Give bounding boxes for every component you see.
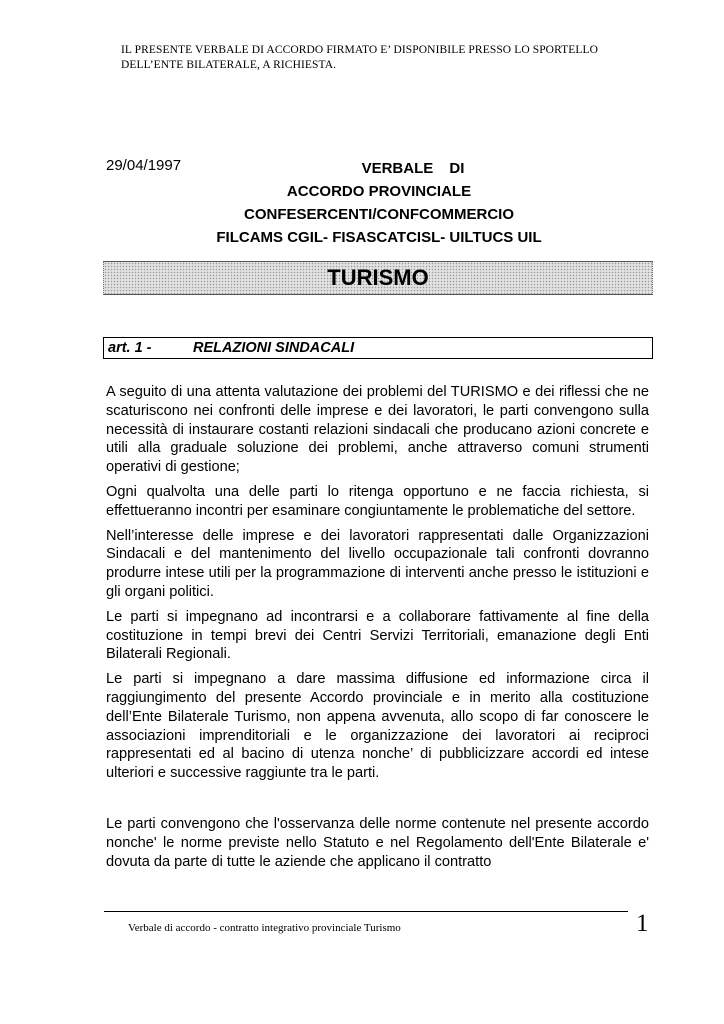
header-note-line-2: DELL’ENTE BILATERALE, A RICHIESTA. — [121, 59, 337, 71]
article-body — [106, 383, 649, 877]
article-heading — [103, 337, 653, 359]
paragraph: Le parti si impegnano ad incontrarsi e a collaborare fattivamente al fine della costituzione in tempi brevi dei Centri Servizi Territoriali, emanazione degli Enti Bilaterali Regionali. — [106, 608, 649, 663]
title-line-3: CONFESERCENTI/CONFCOMMERCIO — [244, 206, 514, 223]
paragraph: A seguito di una attenta valutazione dei problemi del TURISMO e dei riflessi che ne scaturiscono nei confronti delle imprese e dei lavoratori, le parti convengono sulla necessità di instaurare costanti relazioni sindacali che producano azioni concrete e utili alla graduale soluzione dei problemi, anche attraverso comuni strumenti operativi di gestione; — [106, 384, 649, 476]
article-number: art. 1 - — [108, 340, 152, 356]
paragraph: Ogni qualvolta una delle parti lo ritenga opportuno e ne faccia richiesta, si effettueranno incontri per esaminare congiuntamente le problematiche del settore. — [106, 483, 649, 519]
footer-divider — [104, 911, 628, 912]
document-date: 29/04/1997 — [106, 157, 182, 174]
header-note-line-1: IL PRESENTE VERBALE DI ACCORDO FIRMATO E’ DISPONIBILE PRESSO LO SPORTELLO — [121, 44, 599, 56]
page-number: 1 — [636, 910, 649, 937]
section-banner — [103, 261, 653, 295]
article-title: RELAZIONI SINDACALI — [193, 340, 355, 356]
title-line-2: ACCORDO PROVINCIALE — [286, 183, 472, 200]
paragraph: Le parti si impegnano a dare massima diffusione ed informazione circa il raggiungimento del presente Accordo provinciale e in merito alla costituzione dell’Ente Bilaterale Turismo, non appena avvenuta, allo scopo di far conoscere le associazioni imprenditoriali e le organizzazione dei lavoratori ai reciproci rappresentati ed al bacino di utenza nonche’ di pubblicizzare accordi ed intese ulteriori e successive raggiunte tra le parti. — [106, 671, 649, 782]
document-title — [105, 157, 653, 249]
footer-text: Verbale di accordo - contratto integrativo provinciale Turismo — [128, 922, 401, 934]
title-line-4: FILCAMS CGIL- FISASCATCISL- UILTUCS UIL — [216, 229, 542, 246]
title-line-1: VERBALE DI — [361, 160, 465, 177]
paragraph: Nell’interesse delle imprese e dei lavoratori rappresentati dalle Organizzazioni Sindacali e del mantenimento del livello occupazionale tali confronti dovranno produrre intese utili per la programmazione di interventi anche presso le istituzioni e gli organi politici. — [106, 527, 649, 600]
paragraph: Le parti convengono che l'osservanza delle norme contenute nel presente accordo nonche' le norme previste nello Statuto e nel Regolamento dell'Ente Bilaterale e' dovuta da parte di tutte le aziende che applicano il contratto — [106, 815, 649, 870]
header-note — [121, 43, 641, 73]
banner-title: TURISMO — [327, 265, 429, 290]
